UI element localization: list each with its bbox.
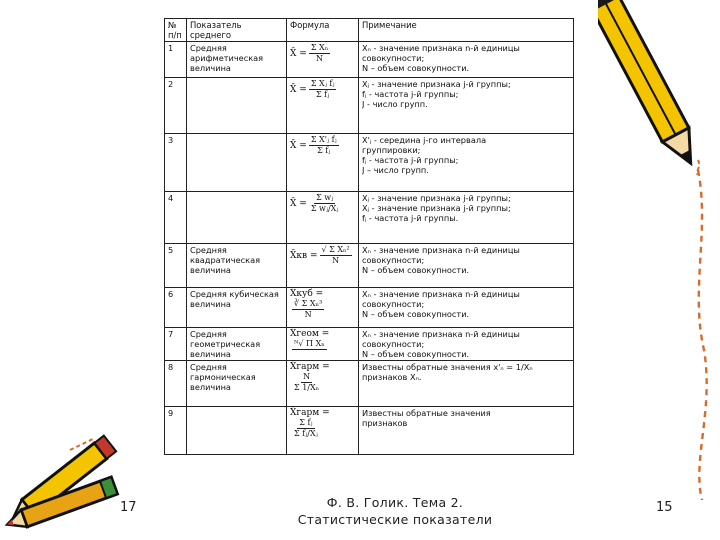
table-body (165, 42, 574, 455)
note-line: X'ⱼ - середина j-го интервала (362, 135, 487, 145)
table-row (165, 244, 574, 288)
row-formula (287, 407, 359, 455)
row-formula (287, 288, 359, 328)
row-formula (287, 192, 359, 244)
table-row (165, 288, 574, 328)
note-line: fⱼ - частота j-й группы; (362, 155, 459, 165)
row-formula (287, 42, 359, 78)
row-note (359, 134, 574, 192)
row-indicator: Средняя геометрическая величина (187, 328, 287, 361)
formula-denominator: N (304, 310, 312, 319)
table-row (165, 361, 574, 407)
table-row (165, 407, 574, 455)
row-formula (287, 244, 359, 288)
row-number: 3 (165, 134, 187, 192)
row-formula (287, 134, 359, 192)
row-indicator (187, 192, 287, 244)
table-row (165, 192, 574, 244)
row-indicator (187, 407, 287, 455)
row-note (359, 328, 574, 361)
formula-denominator: N (332, 256, 340, 265)
formula-numerator: Σ Xₙ (310, 43, 329, 52)
row-number: 2 (165, 78, 187, 134)
footer-caption (295, 494, 495, 528)
note-line: совокупности; (362, 339, 425, 349)
caption-line-2: Статистические показатели (297, 512, 493, 527)
formula-lhs: X̄куб = (290, 289, 324, 299)
page-number-left: 17 (120, 500, 137, 515)
note-line: признаков (362, 418, 408, 428)
row-indicator: Средняя кубическая величина (187, 288, 287, 328)
formula-lhs: X̄кв = (290, 251, 318, 261)
formula-fraction (309, 135, 339, 156)
formula-lhs: X̄гарм = (290, 362, 330, 372)
row-number: 1 (165, 42, 187, 78)
formula-numerator: ∛ Σ Xₙ³ (294, 299, 323, 308)
formula-numerator: Σ fⱼ (299, 418, 313, 427)
row-note (359, 244, 574, 288)
row-formula (287, 361, 359, 407)
formula-numerator: √ Σ Xₙ² (321, 245, 350, 254)
formula-lhs: X̄ = (290, 85, 307, 95)
note-line: совокупности; (362, 53, 425, 63)
row-number: 8 (165, 361, 187, 407)
row-formula (287, 328, 359, 361)
formula-fraction (320, 245, 352, 266)
note-line: N – объем совокупности. (362, 265, 470, 275)
table-row (165, 78, 574, 134)
header-number: № п/п (165, 19, 187, 42)
note-line: группировки; (362, 145, 421, 155)
page-number-right: 15 (656, 500, 673, 515)
note-line: N – объем совокупности. (362, 349, 470, 359)
formula-lhs: X̄геом = (290, 329, 330, 339)
formula-fraction (292, 372, 321, 393)
note-line: Известны обратные значения x'ₙ = 1/Xₙ (362, 362, 533, 372)
formula-lhs: X̄ = (290, 141, 307, 151)
row-number: 7 (165, 328, 187, 361)
table-row (165, 134, 574, 192)
formula-fraction (292, 299, 324, 320)
formula-denominator: Σ fⱼ/Xⱼ (294, 429, 318, 438)
note-line: Xₙ - значение признака n-й единицы (362, 245, 520, 255)
note-line: Xⱼ - значение признака j-й группы; (362, 79, 511, 89)
row-note (359, 42, 574, 78)
formula-fraction (309, 43, 330, 64)
note-line: J - число групп. (362, 99, 428, 109)
average-indicators-table (164, 18, 574, 455)
row-note (359, 78, 574, 134)
row-indicator: Средняя гармоническая величина (187, 361, 287, 407)
dashed-line-right (688, 170, 718, 500)
formula-numerator: Σ Xⱼ fⱼ (310, 79, 335, 88)
formula-lhs: X̄ = (290, 49, 307, 59)
note-line: Xₙ - значение признака n-й единицы (362, 329, 520, 339)
pencils-bottom-left-icon (0, 430, 130, 540)
note-line: Xⱼ - значение признака j-й группы; (362, 203, 511, 213)
note-line: J – число групп. (362, 165, 429, 175)
header-indicator: Показатель среднего (187, 19, 287, 42)
table-row (165, 328, 574, 361)
row-number: 4 (165, 192, 187, 244)
header-note: Примечание (359, 19, 574, 42)
table-row (165, 42, 574, 78)
formula-fraction (309, 193, 341, 214)
formula-lhs: X̄гарм = (290, 408, 330, 418)
row-indicator (187, 134, 287, 192)
formula-denominator: Σ fⱼ (315, 90, 330, 99)
formula-denominator: Σ fⱼ (317, 146, 331, 155)
note-line: fⱼ - частота j-й группы. (362, 213, 459, 223)
row-indicator (187, 78, 287, 134)
formula-numerator: Σ wⱼ (316, 193, 334, 202)
row-indicator: Средняя квадратическая величина (187, 244, 287, 288)
formula-denominator: Σ 1/Xₙ (294, 383, 320, 392)
formula-denominator: N (315, 54, 323, 63)
row-number: 5 (165, 244, 187, 288)
formula-numerator: Σ X'ⱼ fⱼ (310, 135, 337, 144)
formula-numerator: N (303, 372, 311, 381)
row-indicator: Средняя арифметическая величина (187, 42, 287, 78)
note-line: Xⱼ - значение признака j-й группы; (362, 193, 511, 203)
row-note (359, 407, 574, 455)
row-note (359, 288, 574, 328)
formula-fraction (292, 339, 327, 350)
formula-fraction (309, 79, 337, 100)
caption-line-1: Ф. В. Голик. Тема 2. (326, 495, 464, 510)
note-line: fⱼ - частота j-й группы; (362, 89, 459, 99)
formula-fraction (292, 418, 320, 439)
row-note (359, 192, 574, 244)
note-line: совокупности; (362, 299, 425, 309)
note-line: N – объем совокупности. (362, 309, 470, 319)
note-line: Известны обратные значения (362, 408, 491, 418)
row-note (359, 361, 574, 407)
note-line: Xₙ - значение признака n-й единицы (362, 43, 520, 53)
note-line: признаков Xₙ. (362, 372, 422, 382)
row-formula (287, 78, 359, 134)
header-formula: Формула (287, 19, 359, 42)
note-line: Xₙ - значение признака n-й единицы (362, 289, 520, 299)
formula-denominator: Σ wⱼ/Xⱼ (310, 204, 339, 213)
formula-lhs: X̄ = (290, 199, 307, 209)
note-line: N – объем совокупности. (362, 63, 470, 73)
row-number: 9 (165, 407, 187, 455)
table-header-row (165, 19, 574, 42)
row-number: 6 (165, 288, 187, 328)
pencil-top-right-icon (598, 0, 708, 175)
note-line: совокупности; (362, 255, 425, 265)
formula-numerator: ᴺ√ Π Xₙ (294, 339, 325, 348)
